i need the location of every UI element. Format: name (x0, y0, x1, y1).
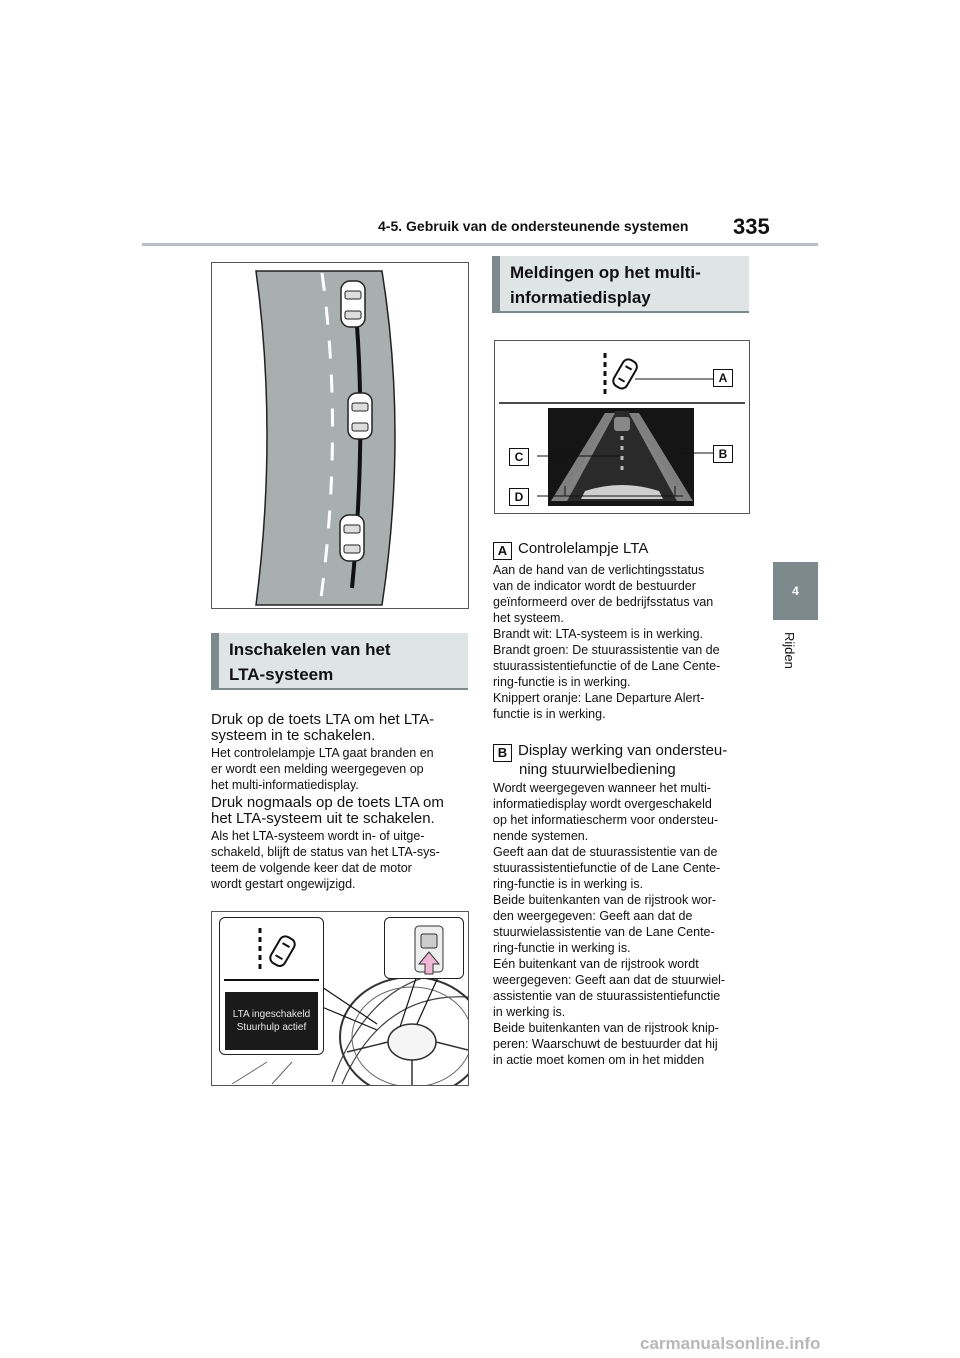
item-a-label: A (493, 542, 512, 560)
page-number: 335 (733, 214, 770, 239)
car-icon-middle (348, 393, 372, 439)
car-icon-top (341, 281, 365, 327)
item-b (493, 743, 758, 1068)
car-icon-bottom (340, 515, 364, 561)
item-b-line: in actie moet komen om in het midden (493, 1053, 705, 1067)
chapter-label: Rijden (782, 632, 797, 669)
chapter-tab: 4 (773, 562, 818, 620)
item-b-line: ring-functie in werking is. (493, 941, 631, 955)
callout-a: A (713, 369, 733, 387)
item-a-line: functie is in werking. (493, 707, 606, 721)
item-b-line: Beide buitenkanten van de rijstrook wor- (493, 893, 717, 907)
item-a-line: Brandt groen: De stuurassistentie van de (493, 643, 720, 657)
steering-wheel-illustration (211, 911, 469, 1086)
item-a-line: Brandt wit: LTA-systeem is in werking. (493, 627, 704, 641)
enable-desc-l1: Het controlelampje LTA gaat branden en (211, 746, 434, 760)
item-b-title-l1: B Display werking van ondersteu- (493, 743, 758, 762)
lane-centering-illustration (211, 262, 469, 609)
lta-button-icon (385, 918, 463, 978)
lta-car-icon (611, 357, 639, 390)
item-a-line: ring-functie is in werking. (493, 675, 631, 689)
disable-desc-l4: wordt gestart ongewijzigd. (211, 877, 356, 891)
item-b-line: stuurwielassistentie van de Lane Cente- (493, 925, 715, 939)
enable-step-l2: systeem in te schakelen. (211, 727, 376, 744)
lta-button-inset (384, 917, 464, 979)
item-b-title-l2: ning stuurwielbediening (519, 761, 676, 778)
item-a-title: A Controlelampje LTA (493, 541, 758, 560)
lta-indicator-icon (220, 918, 323, 978)
item-a-line: geïnformeerd over de bedrijfsstatus van (493, 595, 714, 609)
enable-desc-l2: er wordt een melding weergegeven op (211, 762, 424, 776)
disable-step-l2: het LTA-systeem uit te schakelen. (211, 810, 435, 827)
item-b-line: Beide buitenkanten van de rijstrook knip- (493, 1021, 719, 1035)
item-b-line: assistentie van de stuurassistentiefunctie (493, 989, 721, 1003)
item-b-line: op het informatiescherm voor ondersteu- (493, 813, 719, 827)
item-a-line: stuurassistentiefunctie of de Lane Cente- (493, 659, 721, 673)
enable-desc-l3: het multi-informatiedisplay. (211, 778, 359, 792)
item-a-line: van de indicator wordt de bestuurder (493, 579, 696, 593)
callout-b: B (713, 445, 733, 463)
item-b-line: in werking is. (493, 1005, 566, 1019)
disable-desc-l1: Als het LTA-systeem wordt in- of uitge- (211, 829, 425, 843)
section-heading-enable-lta: Inschakelen van het LTA-systeem (211, 633, 468, 690)
header-divider (142, 243, 818, 246)
callout-c: C (509, 448, 529, 466)
item-a-description (493, 562, 758, 722)
item-b-line: peren: Waarschuwt de bestuurder dat hij (493, 1037, 718, 1051)
item-b-line: nende systemen. (493, 829, 589, 843)
item-a (493, 541, 758, 722)
display-message-l2: Stuurhulp actief (236, 1022, 307, 1033)
item-b-line: weergegeven: Geeft aan dat de stuurwiel- (493, 973, 726, 987)
page-header-section: 4-5. Gebruik van de ondersteunende systemen (378, 218, 689, 234)
item-b-line: stuurassistentiefunctie of de Lane Cente- (493, 861, 721, 875)
watermark: carmanualsonline.info (640, 1334, 821, 1353)
enable-instructions (211, 712, 473, 892)
mid-display-svg (495, 341, 749, 513)
disable-desc-l2: schakeld, blijft de status van het LTA-sys- (211, 845, 440, 859)
item-b-line: informatiedisplay wordt overgeschakeld (493, 797, 712, 811)
callout-d: D (509, 488, 529, 506)
display-message-panel (225, 992, 318, 1050)
item-b-line: Wordt weergegeven wanneer het multi- (493, 781, 711, 795)
item-b-line: Eén buitenkant van de rijstrook wordt (493, 957, 699, 971)
disable-step-l1: Druk nogmaals op de toets LTA om (211, 794, 444, 811)
display-inset (219, 917, 324, 1055)
item-a-line: Knippert oranje: Lane Departure Alert- (493, 691, 705, 705)
item-a-line: het systeem. (493, 611, 564, 625)
display-message-l1: LTA ingeschakeld (232, 1009, 311, 1020)
item-a-line: Aan de hand van de verlichtingsstatus (493, 563, 705, 577)
item-b-label: B (493, 744, 512, 762)
road-svg (212, 263, 468, 608)
item-b-line: Geeft aan dat de stuurassistentie van de (493, 845, 718, 859)
item-b-description (493, 780, 758, 1068)
section-heading-mid-messages: Meldingen op het multi- informatiedisplay (492, 256, 749, 313)
disable-desc-l3: teem de volgende keer dat de motor (211, 861, 412, 875)
mid-display-illustration (494, 340, 750, 514)
item-b-line: ring-functie is in werking is. (493, 877, 644, 891)
item-b-line: den weergegeven: Geeft aan dat de (493, 909, 693, 923)
enable-step-l1: Druk op de toets LTA om het LTA- (211, 711, 435, 728)
